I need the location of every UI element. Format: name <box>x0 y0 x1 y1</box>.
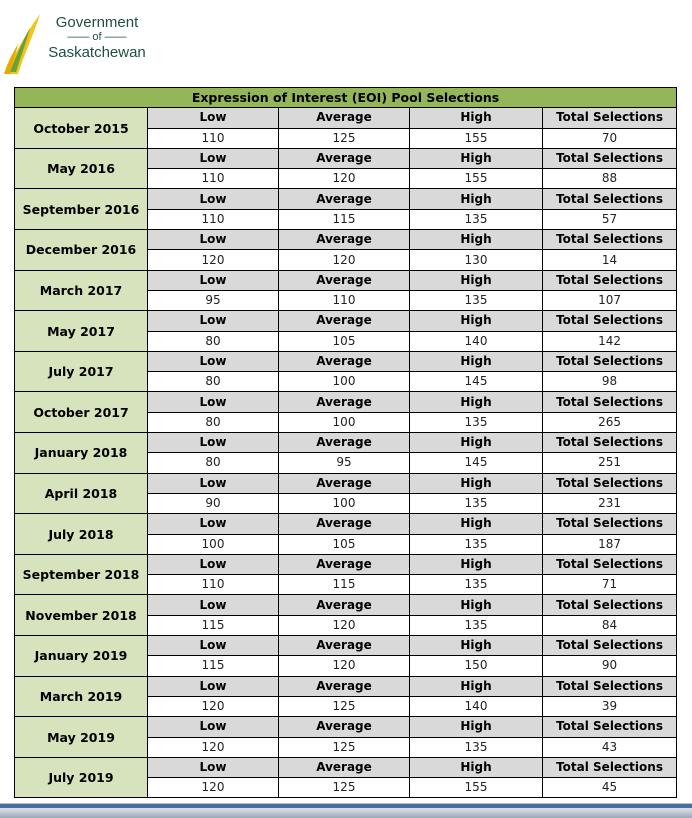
column-header-total-selections: Total Selections <box>543 636 677 656</box>
column-header-high: High <box>410 311 543 331</box>
column-header-low: Low <box>148 595 279 615</box>
selection-date: November 2018 <box>15 595 148 636</box>
selection-date: September 2016 <box>15 189 148 230</box>
selection-date: July 2018 <box>15 514 148 555</box>
selection-header-row <box>15 595 677 615</box>
selection-date: July 2019 <box>15 757 148 798</box>
value-average: 100 <box>279 493 410 513</box>
column-header-low: Low <box>148 717 279 737</box>
selection-header-row <box>15 554 677 574</box>
selection-header-row <box>15 757 677 777</box>
value-average: 120 <box>279 169 410 189</box>
selection-date: May 2016 <box>15 148 148 189</box>
value-total-selections: 251 <box>543 453 677 473</box>
column-header-total-selections: Total Selections <box>543 189 677 209</box>
value-low: 120 <box>148 737 279 757</box>
selection-date: January 2019 <box>15 636 148 677</box>
selection-header-row <box>15 433 677 453</box>
column-header-low: Low <box>148 311 279 331</box>
value-total-selections: 39 <box>543 696 677 716</box>
value-low: 80 <box>148 453 279 473</box>
column-header-total-selections: Total Selections <box>543 311 677 331</box>
selection-date: September 2018 <box>15 554 148 595</box>
column-header-high: High <box>410 554 543 574</box>
column-header-low: Low <box>148 392 279 412</box>
government-of-saskatchewan-logo <box>4 8 154 74</box>
value-total-selections: 45 <box>543 778 677 798</box>
column-header-total-selections: Total Selections <box>543 757 677 777</box>
value-total-selections: 98 <box>543 372 677 392</box>
value-total-selections: 14 <box>543 250 677 270</box>
selection-header-row <box>15 676 677 696</box>
value-total-selections: 43 <box>543 737 677 757</box>
column-header-low: Low <box>148 514 279 534</box>
column-header-high: High <box>410 392 543 412</box>
column-header-average: Average <box>279 433 410 453</box>
logo-line-saskatchewan: Saskatchewan <box>48 44 146 61</box>
value-high: 155 <box>410 128 543 148</box>
column-header-low: Low <box>148 676 279 696</box>
column-header-average: Average <box>279 270 410 290</box>
selection-date: October 2015 <box>15 108 148 149</box>
selection-header-row <box>15 148 677 168</box>
value-low: 110 <box>148 128 279 148</box>
value-average: 95 <box>279 453 410 473</box>
value-average: 125 <box>279 778 410 798</box>
selection-header-row <box>15 717 677 737</box>
value-low: 120 <box>148 778 279 798</box>
value-high: 140 <box>410 331 543 351</box>
value-total-selections: 70 <box>543 128 677 148</box>
column-header-average: Average <box>279 189 410 209</box>
value-low: 100 <box>148 534 279 554</box>
column-header-high: High <box>410 270 543 290</box>
column-header-total-selections: Total Selections <box>543 148 677 168</box>
column-header-low: Low <box>148 473 279 493</box>
column-header-total-selections: Total Selections <box>543 717 677 737</box>
selection-date: December 2016 <box>15 230 148 271</box>
value-high: 145 <box>410 453 543 473</box>
value-average: 100 <box>279 372 410 392</box>
value-average: 120 <box>279 656 410 676</box>
column-header-average: Average <box>279 514 410 534</box>
column-header-high: High <box>410 433 543 453</box>
value-high: 135 <box>410 493 543 513</box>
value-high: 130 <box>410 250 543 270</box>
column-header-average: Average <box>279 676 410 696</box>
value-total-selections: 107 <box>543 290 677 310</box>
value-average: 115 <box>279 575 410 595</box>
selection-header-row <box>15 473 677 493</box>
value-total-selections: 231 <box>543 493 677 513</box>
value-average: 120 <box>279 250 410 270</box>
value-low: 120 <box>148 250 279 270</box>
column-header-average: Average <box>279 230 410 250</box>
column-header-average: Average <box>279 473 410 493</box>
column-header-high: High <box>410 189 543 209</box>
selection-header-row <box>15 108 677 128</box>
column-header-average: Average <box>279 554 410 574</box>
window-bottom-bar <box>0 803 692 818</box>
column-header-low: Low <box>148 148 279 168</box>
selection-header-row <box>15 392 677 412</box>
selection-date: May 2019 <box>15 717 148 758</box>
column-header-low: Low <box>148 433 279 453</box>
logo-line-government: Government <box>55 14 139 31</box>
value-total-selections: 90 <box>543 656 677 676</box>
value-high: 155 <box>410 778 543 798</box>
value-average: 120 <box>279 615 410 635</box>
selection-header-row <box>15 230 677 250</box>
wheat-logo-icon <box>4 8 44 74</box>
column-header-low: Low <box>148 554 279 574</box>
column-header-total-selections: Total Selections <box>543 595 677 615</box>
value-total-selections: 142 <box>543 331 677 351</box>
column-header-total-selections: Total Selections <box>543 230 677 250</box>
column-header-high: High <box>410 514 543 534</box>
value-average: 125 <box>279 696 410 716</box>
value-high: 135 <box>410 412 543 432</box>
column-header-average: Average <box>279 636 410 656</box>
value-high: 140 <box>410 696 543 716</box>
table-title: Expression of Interest (EOI) Pool Selections <box>15 88 677 108</box>
value-average: 100 <box>279 412 410 432</box>
column-header-average: Average <box>279 392 410 412</box>
value-total-selections: 187 <box>543 534 677 554</box>
value-high: 135 <box>410 615 543 635</box>
value-high: 135 <box>410 290 543 310</box>
column-header-low: Low <box>148 351 279 371</box>
column-header-high: High <box>410 595 543 615</box>
table-title-row <box>15 88 677 108</box>
value-high: 145 <box>410 372 543 392</box>
column-header-low: Low <box>148 757 279 777</box>
value-total-selections: 84 <box>543 615 677 635</box>
column-header-average: Average <box>279 757 410 777</box>
value-low: 80 <box>148 372 279 392</box>
value-average: 110 <box>279 290 410 310</box>
value-average: 105 <box>279 534 410 554</box>
value-low: 110 <box>148 169 279 189</box>
value-high: 155 <box>410 169 543 189</box>
column-header-total-selections: Total Selections <box>543 108 677 128</box>
column-header-high: High <box>410 757 543 777</box>
value-low: 95 <box>148 290 279 310</box>
value-low: 115 <box>148 656 279 676</box>
column-header-high: High <box>410 473 543 493</box>
column-header-average: Average <box>279 351 410 371</box>
column-header-high: High <box>410 148 543 168</box>
selection-date: March 2017 <box>15 270 148 311</box>
column-header-total-selections: Total Selections <box>543 270 677 290</box>
value-average: 115 <box>279 209 410 229</box>
value-total-selections: 265 <box>543 412 677 432</box>
selection-header-row <box>15 514 677 534</box>
value-low: 110 <box>148 575 279 595</box>
column-header-low: Low <box>148 270 279 290</box>
value-low: 80 <box>148 412 279 432</box>
column-header-total-selections: Total Selections <box>543 351 677 371</box>
column-header-total-selections: Total Selections <box>543 514 677 534</box>
value-high: 135 <box>410 534 543 554</box>
bottom-bar-accent <box>0 804 692 808</box>
column-header-average: Average <box>279 311 410 331</box>
value-low: 80 <box>148 331 279 351</box>
selection-header-row <box>15 270 677 290</box>
column-header-low: Low <box>148 189 279 209</box>
value-total-selections: 57 <box>543 209 677 229</box>
value-average: 105 <box>279 331 410 351</box>
column-header-low: Low <box>148 230 279 250</box>
value-high: 150 <box>410 656 543 676</box>
selection-date: April 2018 <box>15 473 148 514</box>
column-header-total-selections: Total Selections <box>543 676 677 696</box>
value-average: 125 <box>279 737 410 757</box>
column-header-average: Average <box>279 595 410 615</box>
logo-line-of: —— of —— <box>67 31 127 43</box>
value-average: 125 <box>279 128 410 148</box>
selection-date: July 2017 <box>15 351 148 392</box>
logo-text <box>42 14 152 61</box>
value-low: 120 <box>148 696 279 716</box>
selection-date: January 2018 <box>15 433 148 474</box>
value-total-selections: 88 <box>543 169 677 189</box>
value-low: 110 <box>148 209 279 229</box>
column-header-low: Low <box>148 108 279 128</box>
selection-header-row <box>15 189 677 209</box>
value-high: 135 <box>410 575 543 595</box>
value-total-selections: 71 <box>543 575 677 595</box>
column-header-high: High <box>410 351 543 371</box>
value-high: 135 <box>410 737 543 757</box>
column-header-low: Low <box>148 636 279 656</box>
value-low: 90 <box>148 493 279 513</box>
column-header-total-selections: Total Selections <box>543 473 677 493</box>
selection-header-row <box>15 636 677 656</box>
column-header-average: Average <box>279 148 410 168</box>
column-header-total-selections: Total Selections <box>543 433 677 453</box>
column-header-high: High <box>410 108 543 128</box>
column-header-total-selections: Total Selections <box>543 392 677 412</box>
selection-date: October 2017 <box>15 392 148 433</box>
column-header-high: High <box>410 676 543 696</box>
value-low: 115 <box>148 615 279 635</box>
eoi-pool-selections-table <box>14 87 677 798</box>
selection-header-row <box>15 351 677 371</box>
selection-date: May 2017 <box>15 311 148 352</box>
column-header-average: Average <box>279 108 410 128</box>
column-header-high: High <box>410 230 543 250</box>
selection-header-row <box>15 311 677 331</box>
column-header-high: High <box>410 636 543 656</box>
selection-date: March 2019 <box>15 676 148 717</box>
value-high: 135 <box>410 209 543 229</box>
column-header-high: High <box>410 717 543 737</box>
column-header-average: Average <box>279 717 410 737</box>
column-header-total-selections: Total Selections <box>543 554 677 574</box>
